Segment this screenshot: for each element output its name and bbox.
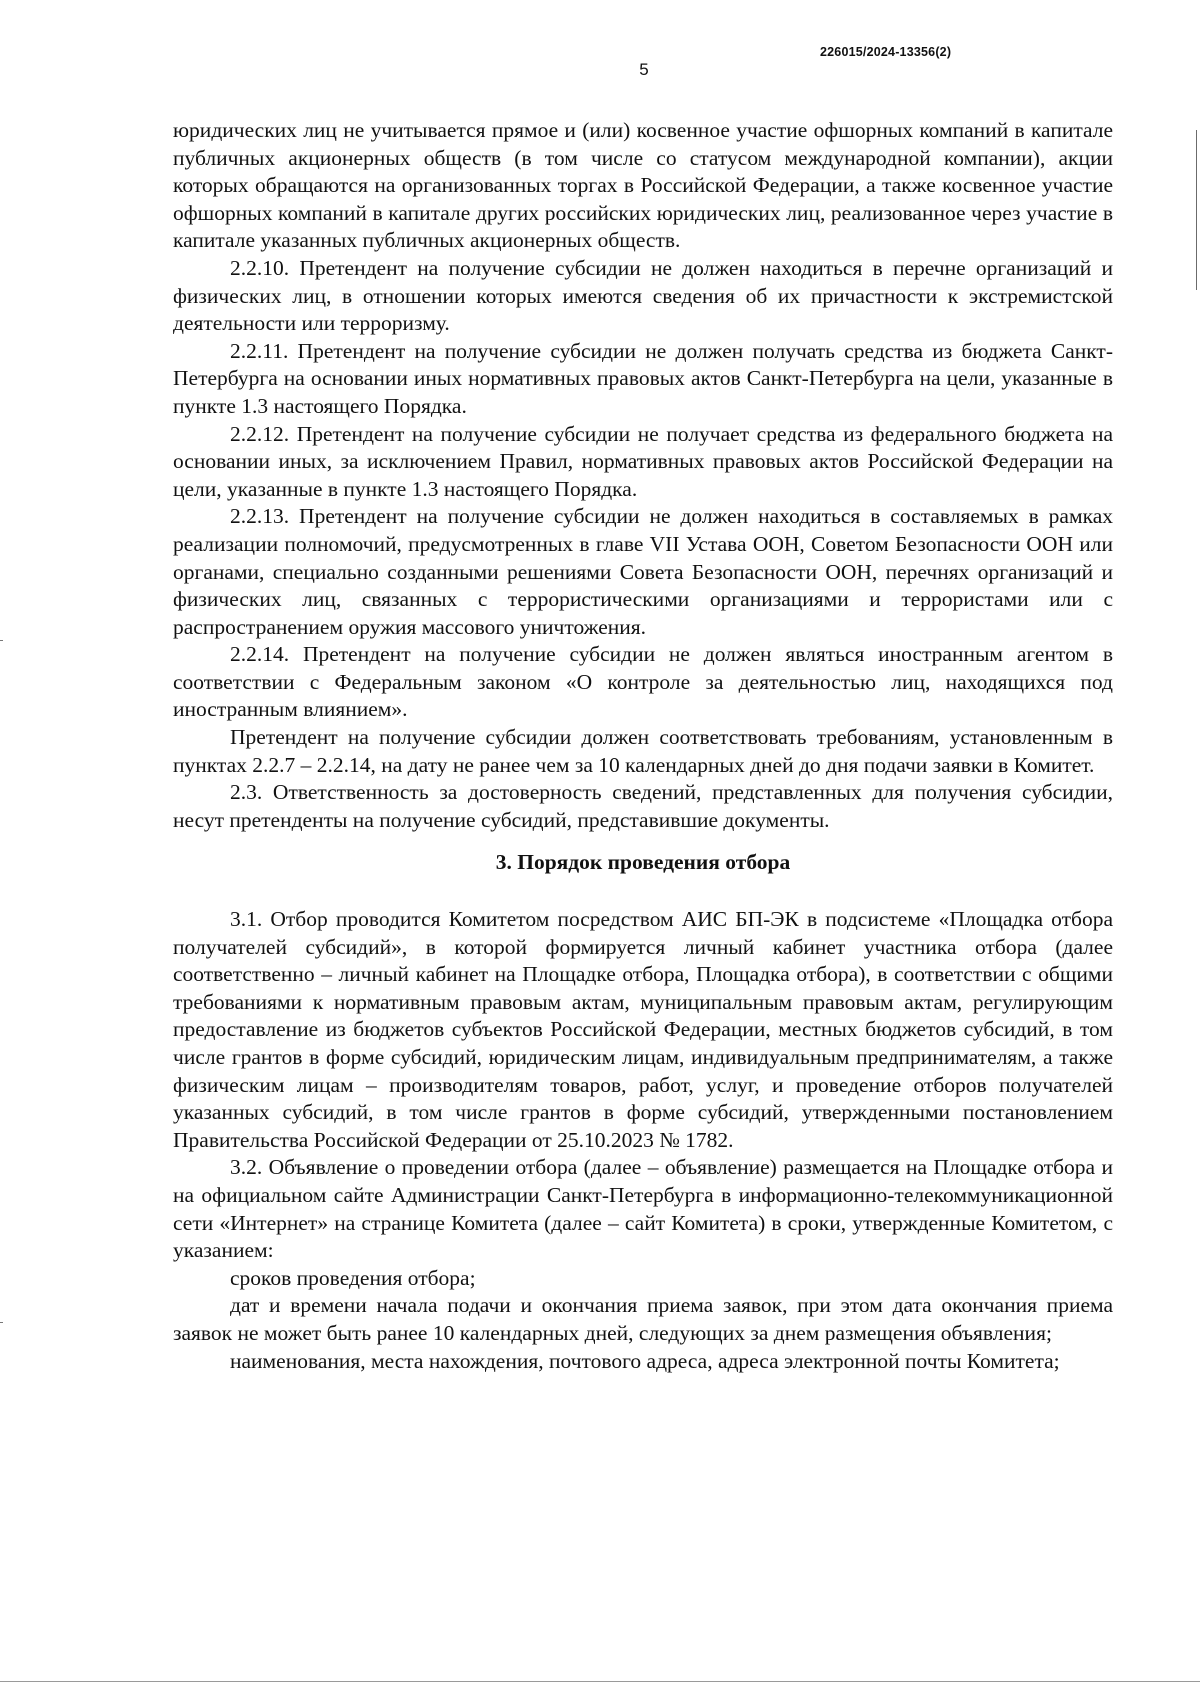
scan-margin-mark (0, 1322, 3, 1323)
paragraph-2-2-14: 2.2.14. Претендент на получение субсидии не должен являться иностранным агентом в соответствии с Федеральным законом «О контроле за деятельностью лиц, находящихся под иностранным влиянием». (173, 642, 1113, 722)
paragraph-requirements-date: Претендент на получение субсидии должен соответствовать требованиям, установленным в пунктах 2.2.7 – 2.2.14, на дату не ранее чем за 10 календарных дней до дня подачи заявки в Комитет. (173, 725, 1113, 777)
page-number: 5 (639, 60, 649, 79)
paragraph-2-2-11: 2.2.11. Претендент на получение субсидии не должен получать средства из бюджета Санкт-Петербурга на основании иных нормативных правовых актов Санкт-Петербурга на цели, указанные в пункте 1.3 настоящего Порядка. (173, 338, 1113, 418)
paragraph-2-2-13: 2.2.13. Претендент на получение субсидии не должен находиться в составляемых в рамках реализации полномочий, предусмотренных в главе VII Устава ООН, Советом Безопасности ООН или органами, специально созданными решениями Совета Безопасности ООН, перечнях организаций и физических лиц, связанных с террористическими организациями и террористами или с распространением оружия массового уничтожения. (173, 504, 1113, 639)
scan-edge-line-bottom (0, 1681, 1200, 1682)
paragraph-continuation: юридических лиц не учитывается прямое и (или) косвенное участие офшорных компаний в капитале публичных акционерных обществ (в том числе со статусом международной компании), акции которых обращаются на организованных торгах в Российской Федерации, а также косвенное участие офшорных компаний в капитале других российских юридических лиц, реализованное через участие в капитале указанных публичных акционерных обществ. (173, 118, 1113, 253)
paragraph-3-1: 3.1. Отбор проводится Комитетом посредством АИС БП-ЭК в подсистеме «Площадка отбора получателей субсидий», в которой формируется личный кабинет участника отбора (далее соответственно – личный кабинет на Площадке отбора, Площадка отбора), в соответствии с общими требованиями к нормативным правовым актам, муниципальным правовым актам, регулирующим предоставление из бюджетов субъектов Российской Федерации, местных бюджетов субсидий, в том числе грантов в форме субсидий, юридическим лицам, индивидуальным предпринимателям, а также физическим лицам – производителям товаров, работ, услуг, и проведение отборов получателей указанных субсидий, в том числе грантов в форме субсидий, утвержденными постановлением Правительства Российской Федерации от 25.10.2023 № 1782. (173, 907, 1113, 1152)
list-item-selection-terms: сроков проведения отбора; (230, 1265, 476, 1290)
section-heading: 3. Порядок проведения отбора (495, 850, 791, 875)
paragraph-2-2-12: 2.2.12. Претендент на получение субсидии не получает средства из федерального бюджета на основании иных, за исключением Правил, нормативных правовых актов Российской Федерации на цели, указанные в пункте 1.3 настоящего Порядка. (173, 421, 1113, 501)
document-registration-number: 226015/2024-13356(2) (820, 45, 952, 59)
paragraph-2-3: 2.3. Ответственность за достоверность сведений, представленных для получения субсидии, несут претенденты на получение субсидий, представившие документы. (173, 780, 1113, 832)
scan-margin-mark (0, 640, 3, 641)
paragraph-2-2-10: 2.2.10. Претендент на получение субсидии не должен находиться в перечне организаций и физических лиц, в отношении которых имеются сведения об их причастности к экстремистской деятельности или терроризму. (173, 255, 1113, 336)
list-item-committee-contacts: наименования, места нахождения, почтового адреса, адреса электронной почты Комитета; (230, 1348, 1060, 1373)
paragraph-3-2: 3.2. Объявление о проведении отбора (далее – объявление) размещается на Площадке отбора и на официальном сайте Администрации Санкт-Петербурга в информационно-телекоммуникационной сети «Интернет» на странице Комитета (далее – сайт Комитета) в сроки, утвержденные Комитетом, с указанием: (173, 1155, 1113, 1263)
scan-edge-line-right (1196, 130, 1197, 290)
list-item-application-dates: дат и времени начала подачи и окончания приема заявок, при этом дата окончания приема заявок не может быть ранее 10 календарных дней, следующих за днем размещения объявления; (173, 1293, 1113, 1345)
document-body (173, 117, 1113, 1375)
